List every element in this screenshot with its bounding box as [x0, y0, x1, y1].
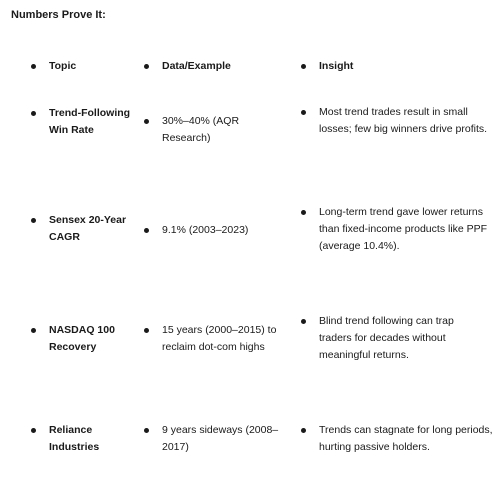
data-text: 9.1% (2003–2023): [162, 224, 249, 236]
bullet-icon: [301, 319, 306, 324]
bullet-icon: [31, 64, 36, 69]
bullet-icon: [31, 218, 36, 223]
header-insight-label: Insight: [319, 60, 354, 72]
bullet-icon: [144, 328, 149, 333]
insight-text: Trends can stagnate for long periods, hurting passive holders.: [319, 424, 493, 453]
bullet-icon: [31, 111, 36, 116]
header-data-label: Data/Example: [162, 60, 231, 72]
bullet-icon: [301, 64, 306, 69]
topic-text: NASDAQ 100 Recovery: [49, 324, 115, 353]
bullet-icon: [31, 328, 36, 333]
bullet-icon: [31, 428, 36, 433]
bullet-icon: [144, 64, 149, 69]
insight-text: Long-term trend gave lower returns than fixed-income products like PPF (average 10.4%).: [319, 206, 488, 252]
topic-text: Trend-Following Win Rate: [49, 107, 131, 136]
bullet-icon: [144, 119, 149, 124]
bullet-icon: [301, 110, 306, 115]
topic-text: Sensex 20-Year CAGR: [49, 214, 127, 243]
topic-text: Reliance Industries: [49, 424, 100, 453]
insight-text: Most trend trades result in small losses; few big winners drive profits.: [319, 106, 488, 135]
data-text: 30%–40% (AQR Research): [162, 115, 240, 144]
insight-text: Blind trend following can trap traders for decades without meaningful returns.: [319, 315, 454, 361]
bullet-icon: [301, 428, 306, 433]
bullet-icon: [144, 428, 149, 433]
header-topic-label: Topic: [49, 60, 77, 72]
data-text: 15 years (2000–2015) to reclaim dot-com highs: [162, 324, 277, 353]
bullet-icon: [301, 210, 306, 215]
bullet-icon: [144, 228, 149, 233]
data-text: 9 years sideways (2008–2017): [162, 424, 279, 453]
page-title: Numbers Prove It:: [11, 9, 106, 21]
